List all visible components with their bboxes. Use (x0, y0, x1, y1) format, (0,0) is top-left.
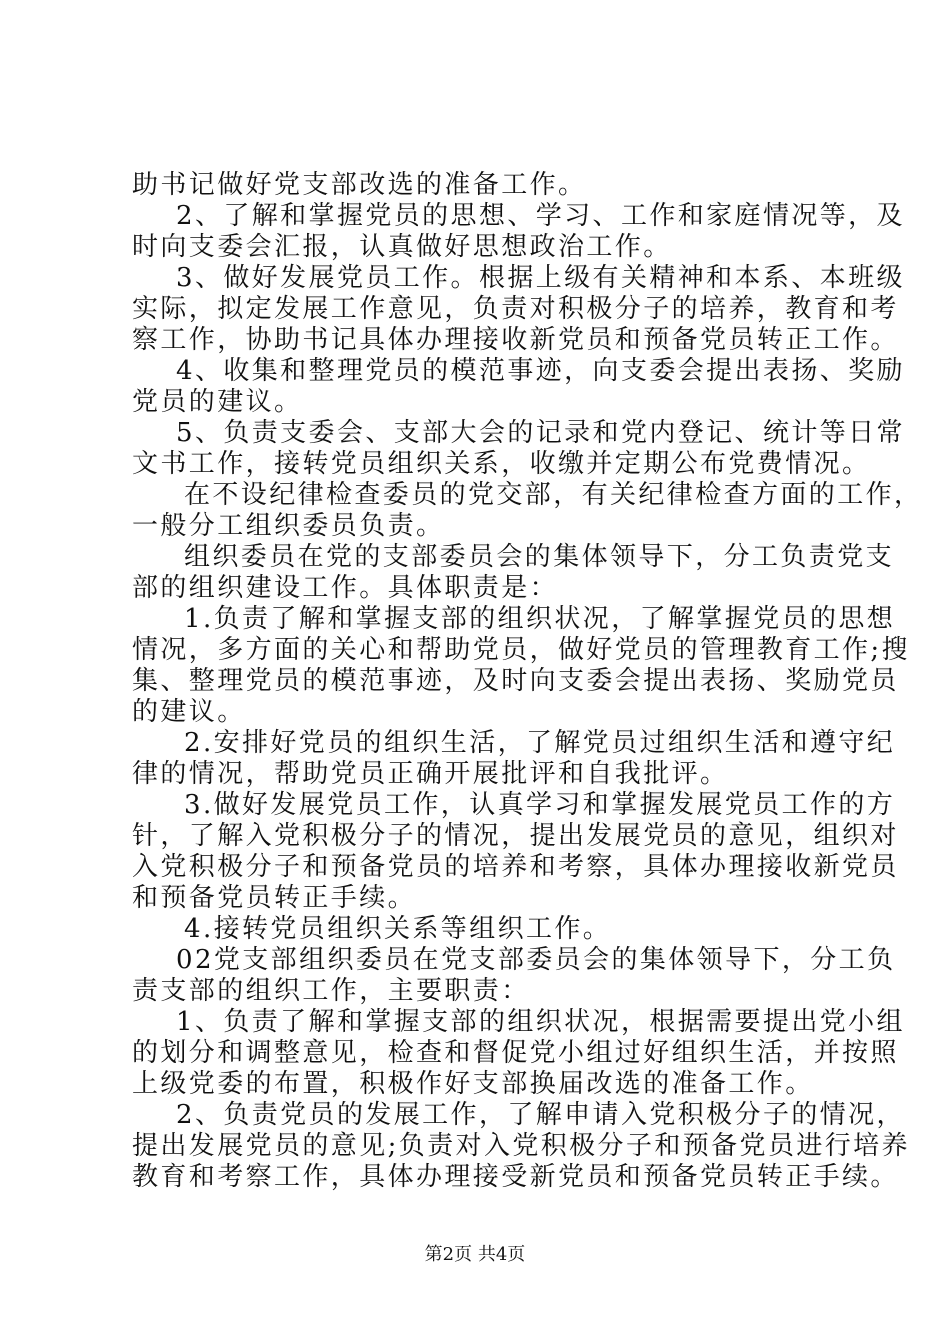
text-line: 律的情况，帮助党员正确开展批评和自我批评。 (132, 759, 729, 789)
text-line: 入党积极分子和预备党员的培养和考察，具体办理接收新党员 (132, 852, 899, 882)
text-line: 1.负责了解和掌握支部的组织状况，了解掌握党员的思想 (184, 604, 896, 634)
text-line: 党员的建议。 (132, 387, 303, 417)
text-line: 责支部的组织工作，主要职责： (132, 976, 530, 1006)
text-line: 2、了解和掌握党员的思想、学习、工作和家庭情况等，及 (176, 201, 905, 231)
text-line: 情况，多方面的关心和帮助党员，做好党员的管理教育工作;搜 (132, 635, 910, 665)
text-line: 提出发展党员的意见;负责对入党积极分子和预备党员进行培养 (132, 1131, 910, 1161)
text-line: 教育和考察工作，具体办理接受新党员和预备党员转正手续。 (132, 1162, 899, 1192)
text-line: 集、整理党员的模范事迹，及时向支委会提出表扬、奖励党员 (132, 666, 899, 696)
text-line: 针，了解入党积极分子的情况，提出发展党员的意见，组织对 (132, 821, 899, 851)
text-line: 部的组织建设工作。具体职责是： (132, 573, 559, 603)
text-line: 5、负责支委会、支部大会的记录和党内登记、统计等日常 (176, 418, 905, 448)
text-line: 察工作，协助书记具体办理接收新党员和预备党员转正工作。 (132, 325, 899, 355)
text-line: 4、收集和整理党员的模范事迹，向支委会提出表扬、奖励 (176, 356, 905, 386)
text-line: 的划分和调整意见，检查和督促党小组过好组织生活，并按照 (132, 1038, 899, 1068)
document-body (132, 170, 923, 1193)
text-line: 在不设纪律检查委员的党交部，有关纪律检查方面的工作， (184, 480, 923, 510)
text-line: 1、负责了解和掌握支部的组织状况，根据需要提出党小组 (176, 1007, 905, 1037)
text-line: 2.安排好党员的组织生活，了解党员过组织生活和遵守纪 (184, 728, 896, 758)
text-line: 3.做好发展党员工作，认真学习和掌握发展党员工作的方 (184, 790, 896, 820)
text-line: 4.接转党员组织关系等组织工作。 (184, 914, 612, 944)
text-line: 组织委员在党的支部委员会的集体领导下，分工负责党支 (184, 542, 895, 572)
text-line: 2、负责党员的发展工作，了解申请入党积极分子的情况， (176, 1100, 905, 1130)
page-footer: 第2页 共4页 (424, 1244, 526, 1265)
text-line: 时向支委会汇报，认真做好思想政治工作。 (132, 232, 672, 262)
text-line: 3、做好发展党员工作。根据上级有关精神和本系、本班级 (176, 263, 905, 293)
text-line: 上级党委的布置，积极作好支部换届改选的准备工作。 (132, 1069, 814, 1099)
text-line: 的建议。 (132, 697, 246, 727)
text-line: 实际，拟定发展工作意见，负责对积极分子的培养，教育和考 (132, 294, 899, 324)
text-line: 助书记做好党支部改选的准备工作。 (132, 170, 587, 200)
text-line: 02党支部组织委员在党支部委员会的集体领导下，分工负 (176, 945, 896, 975)
text-line: 和预备党员转正手续。 (132, 883, 417, 913)
text-line: 文书工作，接转党员组织关系，收缴并定期公布党费情况。 (132, 449, 871, 479)
text-line: 一般分工组织委员负责。 (132, 511, 445, 541)
